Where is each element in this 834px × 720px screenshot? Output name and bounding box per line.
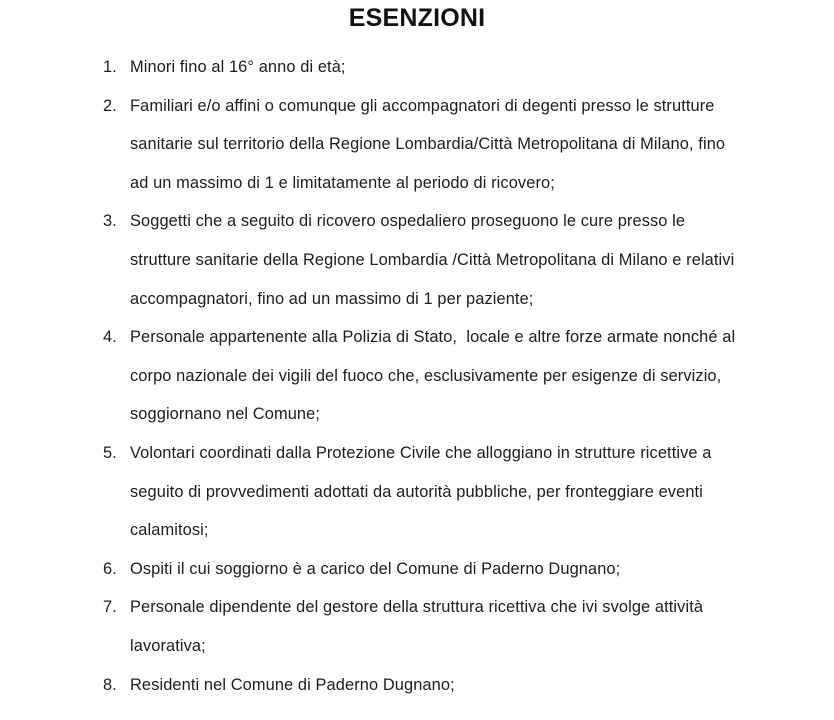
list-item-line: sanitarie sul territorio della Regione Lombardia/Città Metropolitana di Milano, fino [130, 135, 726, 154]
list-item-text [130, 87, 779, 203]
list-item [103, 87, 779, 203]
list-item-text [130, 434, 779, 550]
list-item-line: ad un massimo di 1 e limitatamente al periodo di ricovero; [130, 173, 555, 192]
list-item-line: Familiari e/o affini o comunque gli accompagnatori di degenti presso le strutture [130, 96, 715, 115]
list-item-text [130, 588, 779, 665]
exemption-list [103, 48, 779, 704]
list-item [103, 48, 779, 87]
list-item-line: Volontari coordinati dalla Protezione Civile che alloggiano in strutture ricettive a [130, 443, 712, 462]
list-item-line: lavorativa; [130, 636, 206, 655]
list-item [103, 434, 779, 550]
list-item-line: seguito di provvedimenti adottati da autorità pubbliche, per fronteggiare eventi [130, 482, 703, 501]
list-item-line: Residenti nel Comune di Paderno Dugnano; [130, 675, 455, 694]
list-item [103, 202, 779, 318]
list-item-text [130, 550, 779, 589]
list-item-line: corpo nazionale dei vigili del fuoco che, esclusivamente per esigenze di servizio, [130, 366, 722, 385]
list-item-line: soggiornano nel Comune; [130, 405, 321, 424]
list-item [103, 666, 779, 705]
list-item [103, 550, 779, 589]
list-item-text [130, 666, 779, 705]
list-item-number: 6. [103, 559, 117, 578]
list-item-line: calamitosi; [130, 521, 209, 540]
list-item-text [130, 48, 779, 87]
list-item [103, 318, 779, 434]
list-item-number: 8. [103, 675, 117, 694]
list-item-line: Ospiti il cui soggiorno è a carico del Comune di Paderno Dugnano; [130, 559, 621, 578]
list-item-line: Personale appartenente alla Polizia di Stato, locale e altre forze armate nonché al [130, 328, 736, 347]
list-item-line: strutture sanitarie della Regione Lombardia /Città Metropolitana di Milano e relativi [130, 250, 735, 269]
list-item-number: 2. [103, 96, 117, 115]
list-item-number: 5. [103, 443, 117, 462]
list-item-text [130, 202, 779, 318]
list-item-number: 1. [103, 58, 117, 76]
list-item-number: 3. [103, 212, 117, 231]
list-item-text [130, 318, 779, 434]
list-item-number: 4. [103, 328, 117, 347]
list-item-line: accompagnatori, fino ad un massimo di 1 per paziente; [130, 289, 534, 308]
list-item-line: Personale dipendente del gestore della struttura ricettiva che ivi svolge attività [130, 598, 704, 617]
list-item-line: Soggetti che a seguito di ricovero ospedaliero proseguono le cure presso le [130, 212, 686, 231]
list-item-line: Minori fino al 16° anno di età; [130, 58, 346, 76]
page-title: ESENZIONI [348, 4, 486, 32]
list-item-number: 7. [103, 598, 117, 617]
list-item [103, 588, 779, 665]
